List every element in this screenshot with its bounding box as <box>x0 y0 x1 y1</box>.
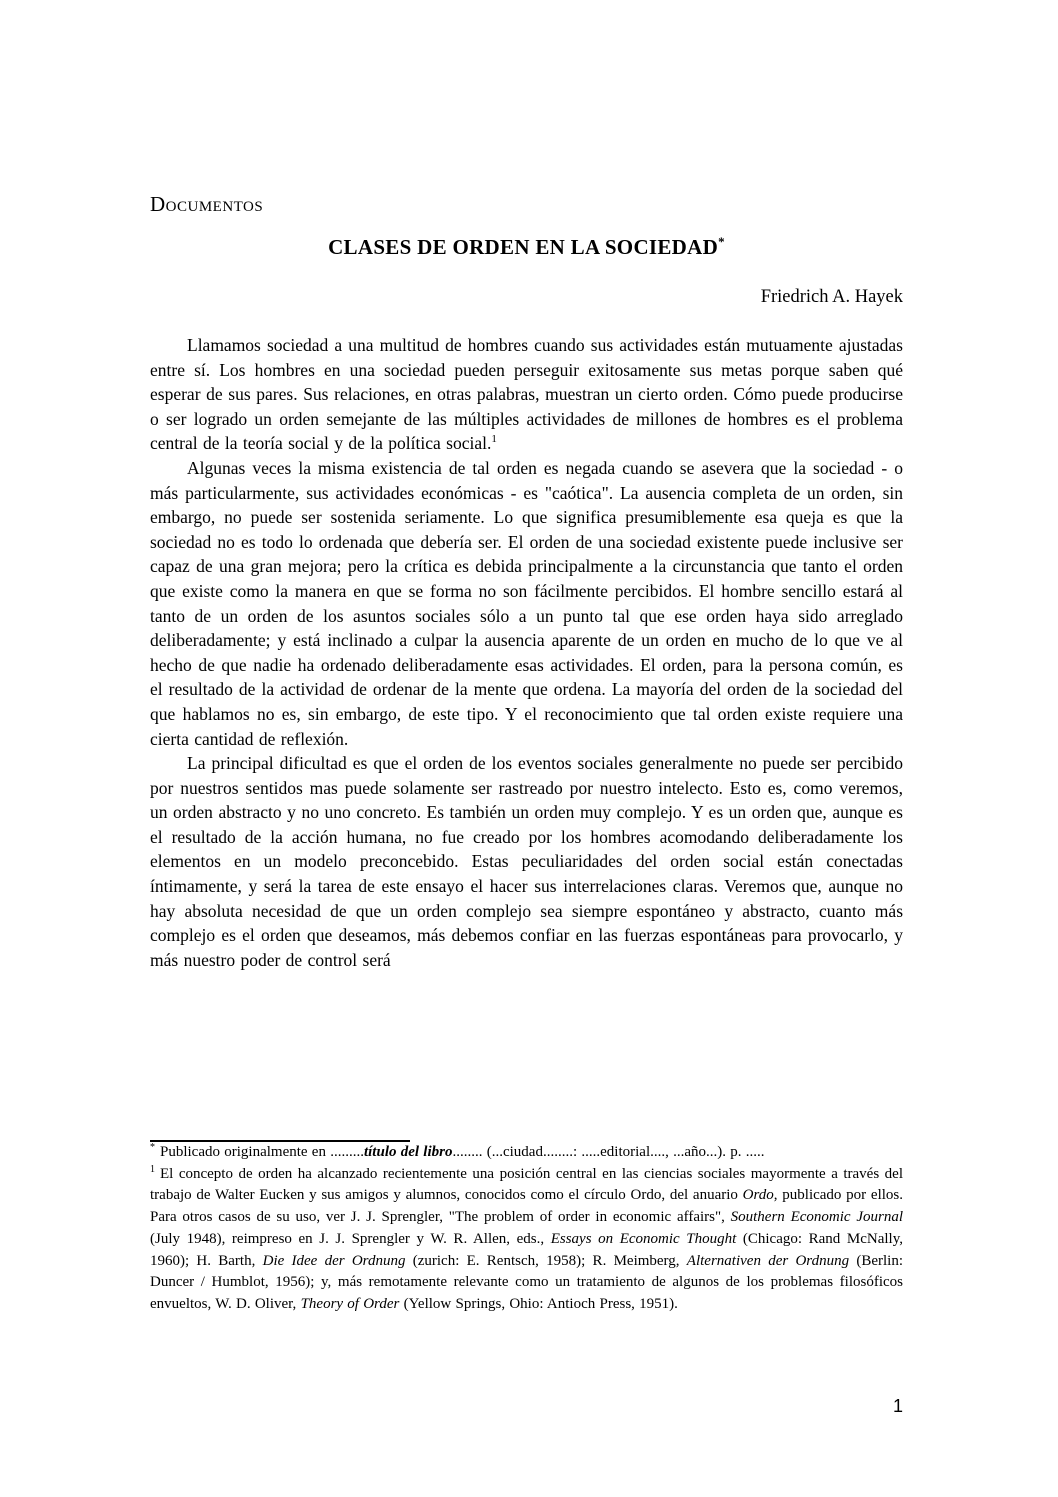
title-footnote-marker: * <box>718 234 725 249</box>
footnotes-section <box>150 1140 903 1316</box>
footnote <box>150 1164 903 1316</box>
author-byline: Friedrich A. Hayek <box>760 287 903 307</box>
section-label: Documentos <box>150 192 264 216</box>
article-title-text: CLASES DE ORDEN EN LA SOCIEDAD <box>328 235 719 259</box>
footnote-mark: * <box>150 1142 155 1153</box>
article-title <box>150 235 903 260</box>
body-paragraph: Algunas veces la misma existencia de tal orden es negada cuando se asevera que la sociedad - o más particularmente, sus actividades económicas - es "caótica". La ausencia completa de un orden, sin embargo, no puede ser sostenida seriamente. Lo que significa presumiblemente esa queja es que la sociedad no es todo lo ordenada que debería ser. El orden de una sociedad existente puede inclusive ser capaz de una gran mejora; pero la crítica es debida principalmente a la circunstancia que tanto el orden que existe como la manera en que se forma no son fácilmente percibidos. El hombre sencillo estará al tanto de un orden de los asuntos sociales sólo a un punto tal que ese orden haya sido arreglado deliberadamente; y está inclinado a culpar la ausencia aparente de un orden en mucho de lo que ve al hecho de que nadie ha ordenado deliberadamente esas actividades. El orden, para la persona común, es el resultado de la actividad de ordenar de la mente que ordena. La mayoría del orden de la sociedad del que hablamos no es, sin embargo, de este tipo. Y el reconocimiento que tal orden existe requiere una cierta cantidad de reflexión. <box>150 457 903 749</box>
article-body <box>150 333 903 972</box>
footnote-text: Publicado originalmente en .........título del libro........ (...ciudad........: .....editorial...., ...año...). p. ..... <box>160 1144 765 1160</box>
body-paragraph: La principal dificultad es que el orden de los eventos sociales generalmente no puede ser percibido por nuestros sentidos mas puede solamente ser rastreado por nuestro intelecto. Esto es, como veremos, un orden abstracto y no uno concreto. Es también un orden muy complejo. Y es un orden que, aunque es el resultado de la acción humana, no fue creado por los hombres acomodando deliberadamente los elementos en un modelo preconcebido. Estas peculiaridades del orden social están conectadas íntimamente, y será la tarea de este ensayo el hacer sus interrelaciones claras. Veremos que, aunque no hay absoluta necesidad de que un orden complejo sea siempre espontáneo y abstracto, cuanto más complejo es el orden que deseamos, más debemos confiar en las fuerzas espontáneas para provocarlo, y más nuestro poder de control será <box>150 753 903 970</box>
footnote-text: El concepto de orden ha alcanzado recientemente una posición central en las ciencias sociales mayormente a través del trabajo de Walter Eucken y sus amigos y alumnos, conocidos como el círculo Ordo, del anuario Ordo, publicado por ellos. Para otros casos de su uso, ver J. J. Sprengler, "The problem of order in economic affairs", Southern Economic Journal (July 1948), reimpreso en J. J. Sprengler y W. R. Allen, eds., Essays on Economic Thought (Chicago: Rand McNally, 1960); H. Barth, Die Idee der Ordnung (zurich: E. Rentsch, 1958); R. Meimberg, Alternativen der Ordnung (Berlin: Duncer / Humblot, 1956); y, más remotamente relevante como un tratamiento de algunos de los problemas filosóficos envueltos, W. D. Oliver, Theory of Order (Yellow Springs, Ohio: Antioch Press, 1951). <box>150 1165 903 1312</box>
footnote-mark: 1 <box>150 1163 155 1175</box>
page-number: 1 <box>892 1396 903 1416</box>
body-paragraph: Llamamos sociedad a una multitud de hombres cuando sus actividades están mutuamente ajustadas entre sí. Los hombres en una sociedad pueden perseguir exitosamente sus metas porque saben qué esperar de sus pares. Sus relaciones, en otras palabras, muestran un cierto orden. Cómo puede producirse o ser logrado un orden semejante de las múltiples actividades de millones de hombres es el problema central de la teoría social y de la política social.$^1$ <box>150 335 903 454</box>
footnote <box>150 1142 903 1164</box>
